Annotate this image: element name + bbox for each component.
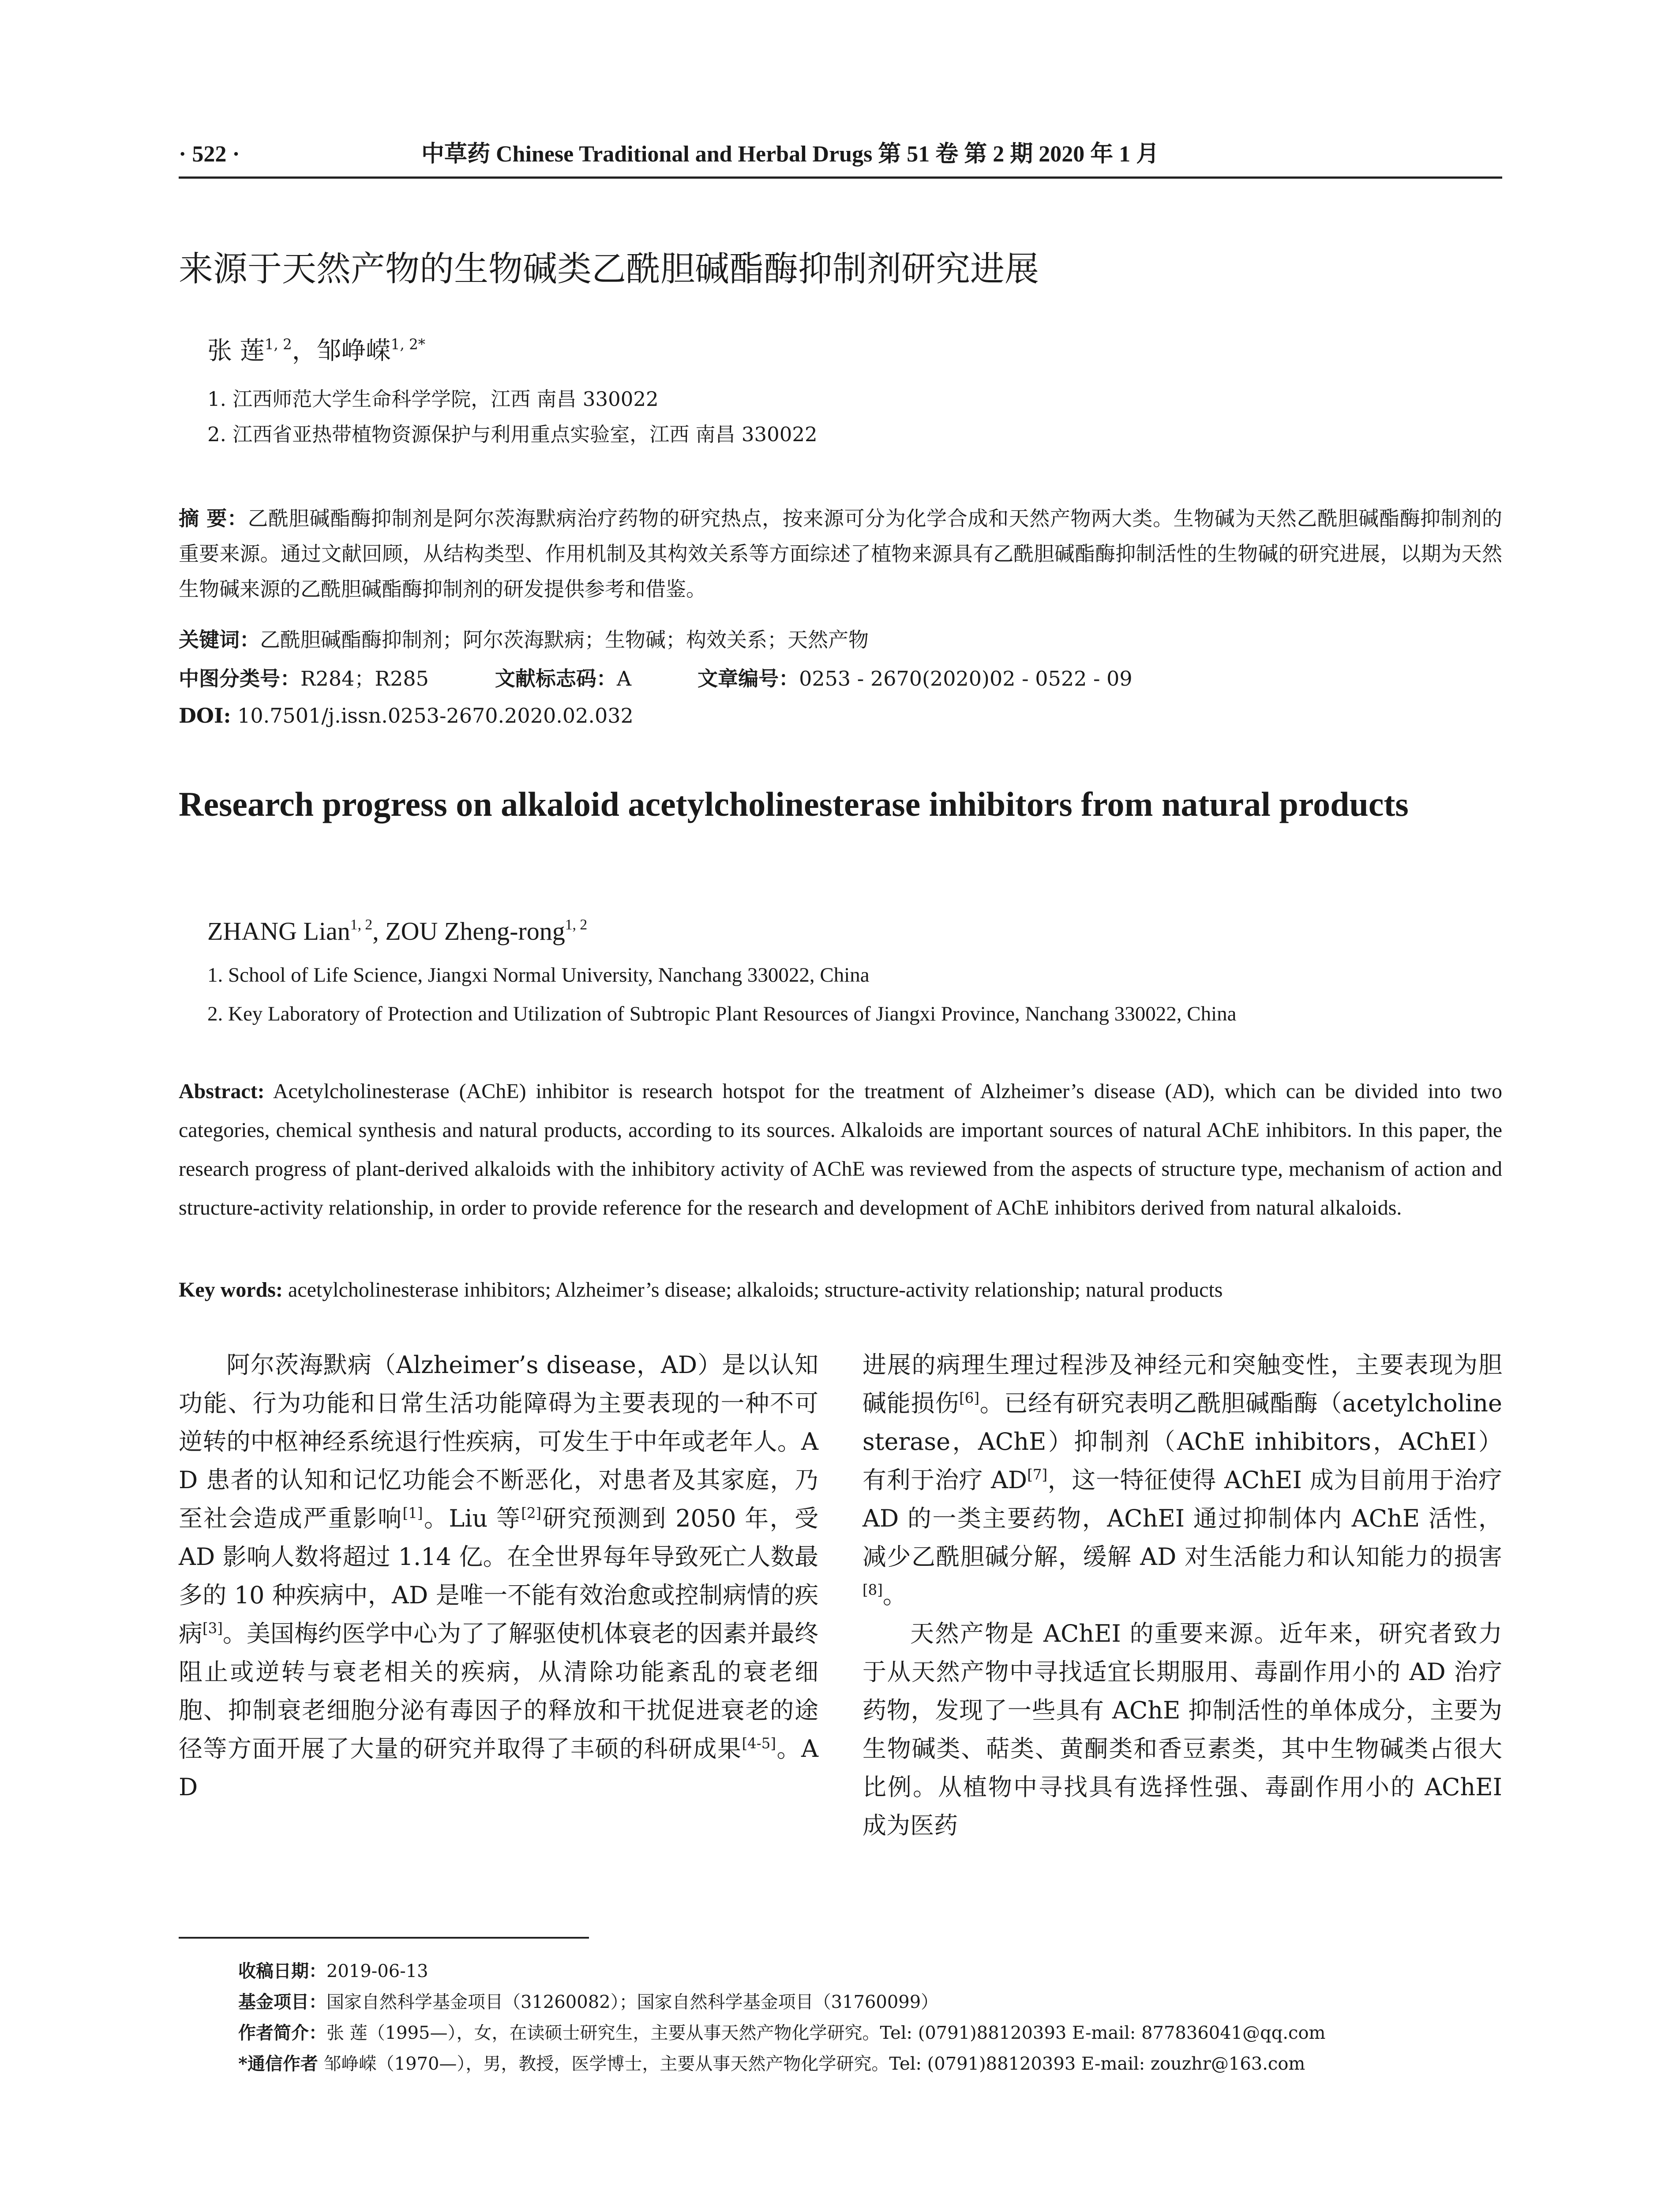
body-text: 进展的病理生理过程涉及神经元和突触变性，主要表现为胆碱能损伤 [862,1351,1502,1417]
english-affiliation-2: 2. Key Laboratory of Protection and Utilization of Subtropic Plant Resources of Jiangxi Province, Nanchang 330022, China [207,1002,1237,1025]
english-abstract [179,1072,1502,1227]
abstract-label: Abstract: [179,1080,265,1103]
footnote-text: 2019-06-13 [326,1961,428,1981]
chinese-affiliation-2: 2. 江西省亚热带植物资源保护与利用重点实验室，江西 南昌 330022 [207,423,818,446]
journal-header: 中草药 Chinese Traditional and Herbal Drugs 第 51 卷 第 2 期 2020 年 1 月 [421,142,1159,167]
abstract-text: 乙酰胆碱酯酶抑制剂是阿尔茨海默病治疗药物的研究热点，按来源可分为化学合成和天然产物两大类。生物碱为天然乙酰胆碱酯酶抑制剂的重要来源。通过文献回顾，从结构类型、作用机制及其构效关系等方面综述了植物来源具有乙酰胆碱酯酶抑制活性的生物碱的研究进展，以期为天然生物碱来源的乙酰胆碱酯酶抑制剂的研发提供参考和借鉴。 [179,506,1503,601]
citation: [2] [521,1504,542,1522]
citation: [4-5] [742,1735,776,1752]
english-title: Research progress on alkaloid acetylcholinesterase inhibitors from natural products [179,785,1409,823]
author-affil-mark: 1, 2 [350,916,373,933]
footnote-label: *通信作者 [238,2053,318,2074]
chinese-abstract [179,501,1502,607]
footnote-text: 张 莲（1995—），女，在读硕士研究生，主要从事天然产物化学研究。Tel: (0791)88120393 E-mail: 877836041@qq.com [326,2023,1326,2043]
class-value: R284；R285 [300,667,429,690]
keywords-label: 关键词： [179,628,260,652]
body-text: 。 [882,1581,907,1609]
body-text: 。美国梅约医学中心为了了解驱使机体衰老的因素并最终阻止或逆转与衰老相关的疾病，从清除功能紊乱的衰老细胞、抑制衰老细胞分泌有毒因子的释放和干扰促进衰老的途径等方面开展了大量的研究并取得了丰硕的科研成果 [179,1620,819,1763]
author-affil-mark: 1, 2 [565,916,588,933]
abstract-label: 摘 要： [179,506,248,530]
footnote-rule [179,1937,589,1939]
author-affil-mark: 1, 2* [390,336,425,353]
footnote-label: 作者简介： [238,2022,326,2043]
footnote-received [238,1959,428,1984]
citation: [3] [202,1620,223,1637]
english-affiliation-1: 1. School of Life Science, Jiangxi Normal University, Nanchang 330022, China [207,964,870,987]
body-text: 阿尔茨海默病（Alzheimer’s disease，AD）是以认知功能、行为功能和日常生活功能障碍为主要表现的一种不可逆转的中枢神经系统退行性疾病，可发生于中年或老年人。AD 患者的认知和记忆功能会不断恶化，对患者及其家庭，乃至社会造成严重影响 [179,1351,818,1532]
abstract-text: Acetylcholinesterase (AChE) inhibitor is research hotspot for the treatment of Alzheimer’s disease (AD), which can be divided into two categories, chemical synthesis and natural products, according to its sources. Alkaloids are important sources of natural AChE inhibitors. In this paper, the research progress of plant-derived alkaloids with the inhibitory activity of AChE was reviewed from the aspects of structure type, mechanism of action and structure-activity relationship, in order to provide reference for the research and development of AChE inhibitors derived from natural alkaloids. [179,1080,1502,1219]
body-text: 。Liu 等 [423,1504,521,1532]
body-paragraph [862,1346,1502,1614]
doc-code-value: A [616,667,632,690]
chinese-title: 来源于天然产物的生物碱类乙酰胆碱酯酶抑制剂研究进展 [179,249,1039,289]
doi-label: DOI: [179,704,231,728]
class-label: 中图分类号： [179,667,300,690]
footnote-text: 国家自然科学基金项目（31260082）；国家自然科学基金项目（31760099） [326,1992,939,2012]
author-affil-mark: 1, 2 [264,336,292,353]
body-column-left [179,1346,818,1806]
article-number-label: 文章编号： [698,667,799,690]
body-text: 天然产物是 AChEI 的重要来源。近年来，研究者致力于从天然产物中寻找适宜长期服用、毒副作用小的 AD 治疗药物，发现了一些具有 AChE 抑制活性的单体成分，主要为生物碱类、萜类、黄酮类和香豆素类，其中生物碱类占很大比例。从植物中寻找具有选择性强、毒副作用小的 AChEI 成为医药 [862,1620,1502,1839]
keywords-label: Key words: [179,1278,283,1302]
english-authors [207,915,587,947]
author-name: ZOU Zheng-rong [385,917,565,945]
footnote-corresponding-author [238,2052,1305,2076]
body-paragraph [862,1614,1502,1845]
body-text: ，这一特征使得 AChEI 成为目前用于治疗 AD 的一类主要药物，AChEI 通过抑制体内 AChE 活性，减少乙酰胆碱分解，缓解 AD 对生活能力和认知能力的损害 [862,1466,1502,1571]
keywords-text: acetylcholinesterase inhibitors; Alzheimer’s disease; alkaloids; structure-activity relationship; natural products [288,1278,1223,1302]
body-text: 研究预测到 2050 年，受 AD 影响人数将超过 1.14 亿。在全世界每年导致死亡人数最多的 10 种疾病中，AD 是唯一不能有效治愈或控制病情的疾病 [179,1504,819,1647]
keywords-text: 乙酰胆碱酯酶抑制剂；阿尔茨海默病；生物碱；构效关系；天然产物 [260,628,869,652]
doi-line [179,702,634,729]
footnote-label: 收稿日期： [238,1961,326,1981]
english-keywords [179,1271,1222,1309]
page-number: · 522 · [179,142,240,167]
citation: [1] [402,1504,423,1522]
classification-line [179,665,1132,692]
author-name: 邹峥嵘 [316,337,391,365]
chinese-affiliation-1: 1. 江西师范大学生命科学学院，江西 南昌 330022 [207,387,659,411]
citation: [6] [959,1389,979,1407]
doi-value: 10.7501/j.issn.0253-2670.2020.02.032 [237,704,634,728]
body-column-right [862,1346,1502,1845]
citation: [7] [1027,1466,1048,1483]
body-text: 。已经有研究表明乙酰胆碱酯酶（acetylcholinesterase，AChE）抑制剂（AChE inhibitors，AChEI）有利于治疗 AD [862,1389,1503,1494]
footnote-label: 基金项目： [238,1992,326,2012]
footnote-text: 邹峥嵘（1970—），男，教授，医学博士，主要从事天然产物化学研究。Tel: (0791)88120393 E-mail: zouzhr@163.com [323,2054,1305,2074]
author-separator: ， [292,337,317,365]
body-paragraph [179,1346,818,1806]
chinese-authors [207,335,425,367]
citation: [8] [862,1581,883,1598]
header-rule [179,176,1502,179]
article-number-value: 0253 - 2670(2020)02 - 0522 - 09 [799,667,1132,690]
chinese-keywords [179,627,869,653]
footnote-author-bio [238,2021,1325,2045]
author-separator: , [372,917,386,945]
author-name: 张 莲 [207,337,265,365]
doc-code-label: 文献标志码： [495,667,617,690]
footnote-funding [238,1990,938,2015]
author-name: ZHANG Lian [207,917,350,945]
body-text: 。AD [179,1735,819,1801]
